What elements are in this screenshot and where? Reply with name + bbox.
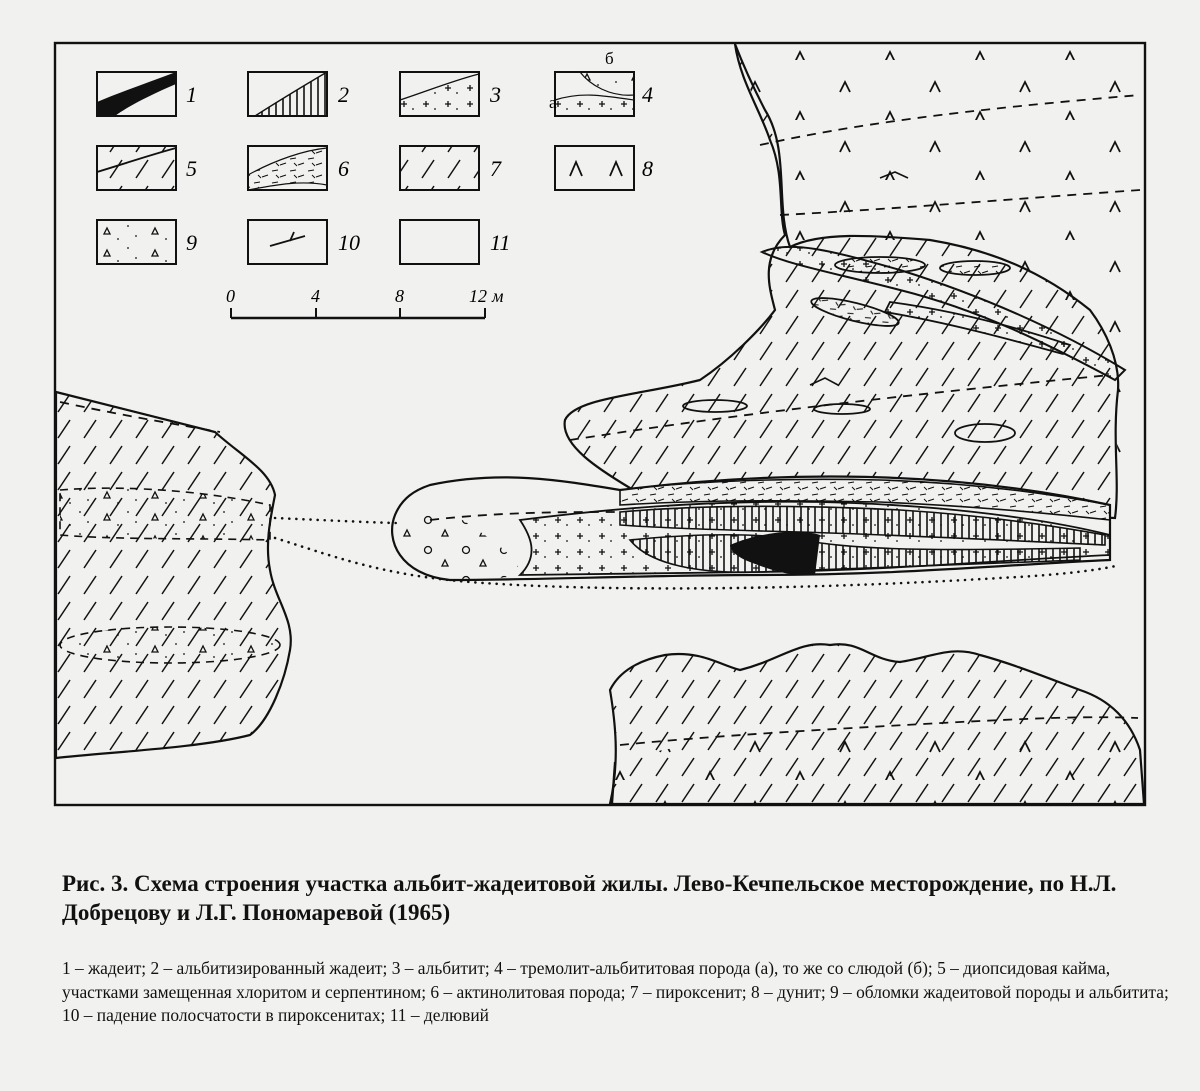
legend-num-6: 6 [338, 156, 349, 181]
legend-item-11 [400, 220, 510, 264]
legend-num-8: 8 [642, 156, 653, 181]
legend-num-3: 3 [490, 82, 501, 107]
legend-num-5: 5 [186, 156, 197, 181]
legend-item-5 [97, 146, 197, 190]
legend-item-10 [248, 220, 360, 264]
scale-tick-8: 8 [395, 286, 404, 306]
scale-bar [226, 286, 504, 318]
scale-unit: м [492, 286, 504, 306]
legend-num-7: 7 [490, 156, 501, 181]
legend-item-6 [248, 146, 349, 190]
legend-item-9 [97, 220, 197, 264]
scale-tick-0: 0 [226, 286, 235, 306]
legend-sub-b: б [605, 49, 614, 68]
legend-item-8 [555, 146, 653, 190]
contact-dotted-upper [275, 518, 396, 523]
legend-num-10: 10 [338, 230, 360, 255]
legend-item-1 [97, 72, 197, 116]
legend-sub-a: а [549, 93, 557, 112]
figure-caption-title: Рис. 3. Схема строения участка альбит-жадеитовой жилы. Лево-Кечпельское месторождение, по Н.Л. Добрецову и Л.Г. Пономаревой (1965) [62, 871, 1117, 925]
legend-num-1: 1 [186, 82, 197, 107]
legend-item-7 [400, 146, 502, 190]
scale-tick-4: 4 [311, 286, 320, 306]
legend-item-3 [400, 72, 501, 116]
legend-num-2: 2 [338, 82, 349, 107]
legend-num-11: 11 [490, 230, 511, 255]
legend-item-2 [248, 72, 349, 116]
scale-tick-12: 12 [469, 286, 487, 306]
map-legend [97, 49, 653, 264]
pyroxenite-block-left [56, 392, 291, 758]
legend-num-4: 4 [642, 82, 653, 107]
pyroxenite-block-bottom [610, 644, 1144, 804]
legend-num-9: 9 [186, 230, 197, 255]
main-vein [392, 476, 1110, 580]
figure-caption-legend: 1 – жадеит; 2 – альбитизированный жадеит; 3 – альбитит; 4 – тремолит-альбититовая порода (а), то же со слюдой (б); 5 – диопсидовая кайма, участками замещенная хлоритом и серпентином; 6 – актинолитовая порода; 7 – пироксенит; 8 – дунит; 9 – обломки жадеитовой породы и альбитита; 10 – падение полосчатости в пироксенитах; 11 – делювий [62, 958, 1169, 1025]
legend-item-4 [549, 49, 653, 116]
